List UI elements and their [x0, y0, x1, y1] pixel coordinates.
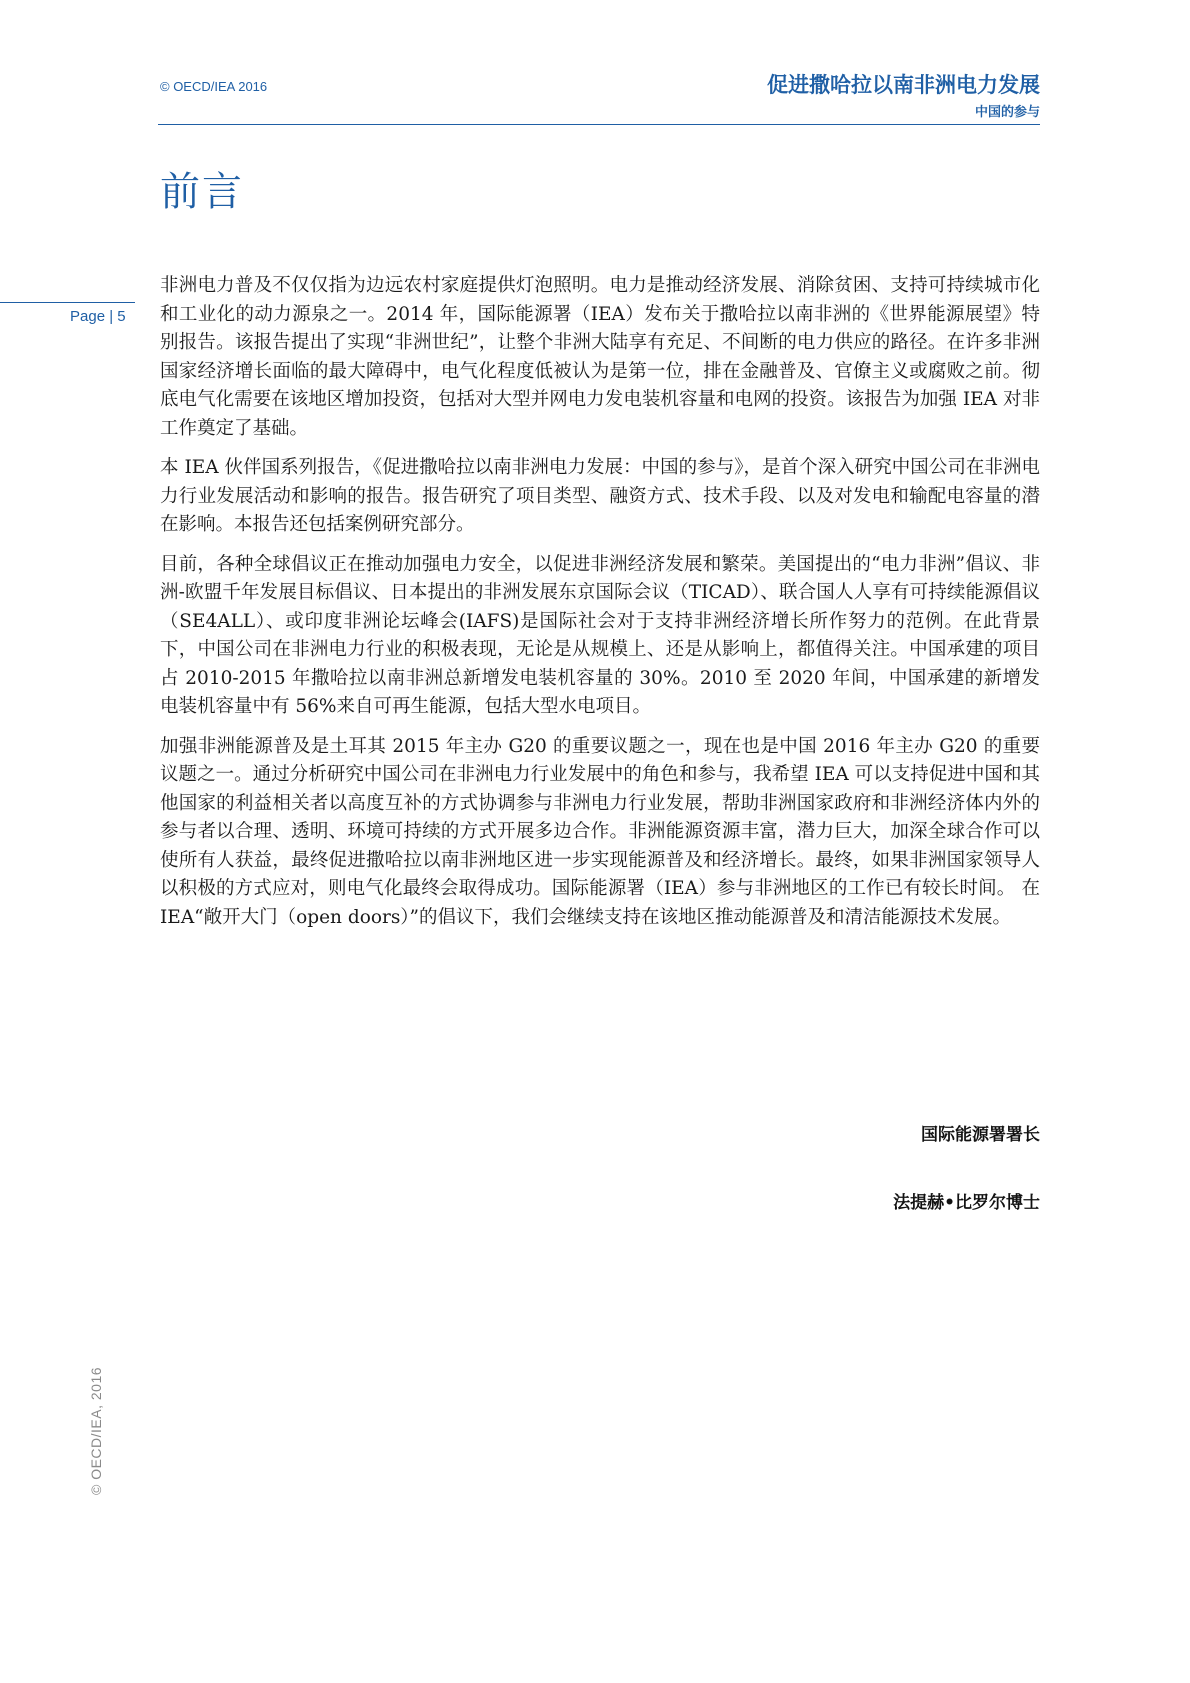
page-number: Page | 5: [70, 308, 126, 325]
side-copyright: © OECD/IEA, 2016: [88, 1366, 104, 1495]
margin-divider: [0, 302, 135, 303]
header-copyright: © OECD/IEA 2016: [160, 79, 268, 94]
signature-name: 法提赫•比罗尔博士: [893, 1193, 1040, 1213]
report-subtitle: 中国的参与: [974, 105, 1040, 120]
report-title: 促进撒哈拉以南非洲电力发展: [767, 73, 1040, 97]
signature-role: 国际能源署署长: [921, 1125, 1040, 1145]
foreword-body: [160, 272, 1040, 943]
paragraph: 本 IEA 伙伴国系列报告，《促进撒哈拉以南非洲电力发展：中国的参与》，是首个深入研究中国公司在非洲电力行业发展活动和影响的报告。报告研究了项目类型、融资方式、技术手段、以及对发电和输配电容量的潜在影响。本报告还包括案例研究部分。: [160, 457, 1040, 535]
header-divider: [158, 124, 1040, 125]
side-copyright-container: [80, 1355, 104, 1495]
paragraph: 加强非洲能源普及是土耳其 2015 年主办 G20 的重要议题之一，现在也是中国 2016 年主办 G20 的重要议题之一。通过分析研究中国公司在非洲电力行业发展中的角色和参与，我希望 IEA 可以支持促进中国和其他国家的利益相关者以高度互补的方式协调参与非洲电力行业发展，帮助非洲国家政府和非洲经济体内外的参与者以合理、透明、环境可持续的方式开展多边合作。非洲能源资源丰富，潜力巨大，加深全球合作可以使所有人获益，最终促进撒哈拉以南非洲地区进一步实现能源普及和经济增长。最终，如果非洲国家领导人以积极的方式应对，则电气化最终会取得成功。国际能源署（IEA）参与非洲地区的工作已有较长时间。 在 IEA“敞开大门（open doors）”的倡议下，我们会继续支持在该地区推动能源普及和清洁能源技术发展。: [160, 735, 1040, 928]
paragraph: 目前，各种全球倡议正在推动加强电力安全，以促进非洲经济发展和繁荣。美国提出的“电力非洲”倡议、非洲-欧盟千年发展目标倡议、日本提出的非洲发展东京国际会议（TICAD）、联合国人人享有可持续能源倡议（SE4ALL）、或印度非洲论坛峰会(IAFS)是国际社会对于支持非洲经济增长所作努力的范例。在此背景下，中国公司在非洲电力行业的积极表现，无论是从规模上、还是从影响上，都值得关注。中国承建的项目占 2010-2015 年撒哈拉以南非洲总新增发电装机容量的 30%。2010 至 2020 年间，中国承建的新增发电装机容量中有 56%来自可再生能源，包括大型水电项目。: [160, 553, 1040, 717]
page-title: 前言: [160, 169, 244, 215]
paragraph: 非洲电力普及不仅仅指为边远农村家庭提供灯泡照明。电力是推动经济发展、消除贫困、支持可持续城市化和工业化的动力源泉之一。2014 年，国际能源署（IEA）发布关于撒哈拉以南非洲的《世界能源展望》特别报告。该报告提出了实现“非洲世纪”，让整个非洲大陆享有充足、不间断的电力供应的路径。在许多非洲国家经济增长面临的最大障碍中，电气化程度低被认为是第一位，排在金融普及、官僚主义或腐败之前。彻底电气化需要在该地区增加投资，包括对大型并网电力发电装机容量和电网的投资。该报告为加强 IEA 对非工作奠定了基础。: [160, 275, 1040, 439]
